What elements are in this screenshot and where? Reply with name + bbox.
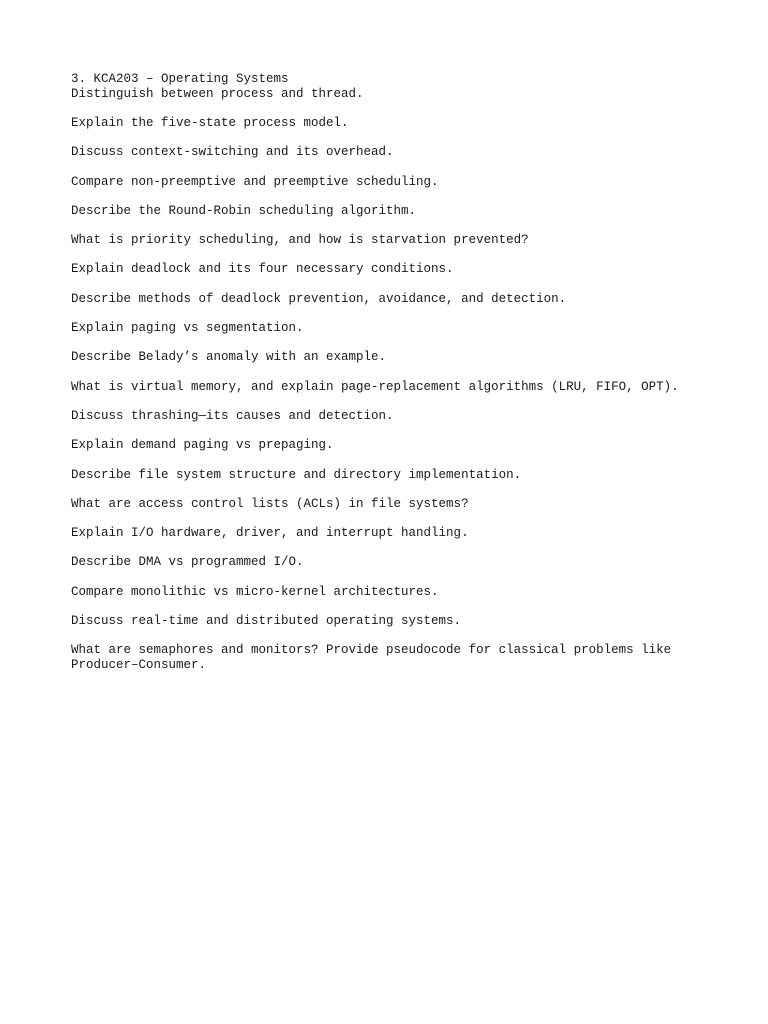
question-item: Describe Belady’s anomaly with an example.: [71, 350, 387, 365]
question-list: [71, 87, 711, 673]
question-item: Compare non-preemptive and preemptive scheduling.: [71, 174, 439, 189]
question-item: Describe the Round-Robin scheduling algorithm.: [71, 203, 417, 218]
question-item: Describe file system structure and directory implementation.: [71, 467, 522, 482]
question-item: Compare monolithic vs micro-kernel architectures.: [71, 584, 439, 599]
question-item: What is priority scheduling, and how is starvation prevented?: [71, 233, 529, 248]
question-item: Explain demand paging vs prepaging.: [71, 438, 334, 453]
question-item: What are access control lists (ACLs) in file systems?: [71, 496, 469, 511]
question-item: Describe methods of deadlock prevention, avoidance, and detection.: [71, 291, 567, 306]
question-item: Describe DMA vs programmed I/O.: [71, 555, 304, 570]
question-item: What are semaphores and monitors? Provide pseudocode for classical problems like Producer–Consumer.: [71, 643, 679, 673]
question-item: Explain paging vs segmentation.: [71, 321, 304, 336]
question-item: Explain I/O hardware, driver, and interrupt handling.: [71, 526, 469, 541]
question-item: Discuss thrashing—its causes and detection.: [71, 408, 394, 423]
question-item: Discuss real-time and distributed operating systems.: [71, 614, 462, 629]
question-item: Discuss context-switching and its overhead.: [71, 145, 394, 160]
question-item: Explain the five-state process model.: [71, 116, 349, 130]
question-item: Explain deadlock and its four necessary conditions.: [71, 262, 454, 277]
document-page: [71, 72, 711, 687]
question-item: What is virtual memory, and explain page-replacement algorithms (LRU, FIFO, OPT).: [71, 379, 679, 394]
document-heading: 3. KCA203 – Operating Systems: [71, 72, 289, 86]
question-item: Distinguish between process and thread.: [71, 86, 364, 101]
